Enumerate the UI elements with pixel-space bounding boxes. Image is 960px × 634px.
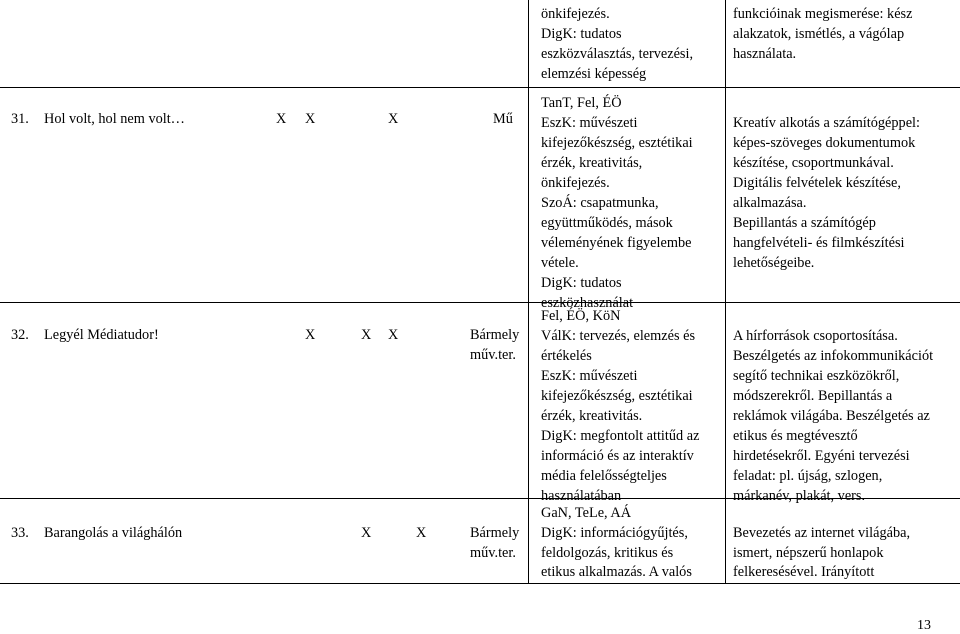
row-31-right-line-4: Digitális felvételek készítése, <box>733 175 901 191</box>
row-32-middle-line-1: Fel, ÉÖ, KöN <box>541 308 621 324</box>
row-31-mode: Mű <box>493 111 513 127</box>
row-31-middle-line-6: SzoÁ: csapatmunka, <box>541 195 659 211</box>
row-32-right-line-8: feladat: pl. újság, szlogen, <box>733 468 883 484</box>
row-32-mode-line-2: műv.ter. <box>470 347 516 363</box>
row-divider-32-top <box>0 302 960 303</box>
row-32-right-line-6: etikus és megtévesztő <box>733 428 858 444</box>
row-31-middle-line-8: véleményének figyelembe <box>541 235 692 251</box>
row-32-right-line-1: A hírforrások csoportosítása. <box>733 328 898 344</box>
row-32-mark-2: X <box>361 327 372 343</box>
row-33-middle-line-2: DigK: információgyűjtés, <box>541 525 688 541</box>
row-31-middle-line-3: kifejezőkészség, esztétikai <box>541 135 693 151</box>
row-32-middle-line-3: értékelés <box>541 348 592 364</box>
row-33-middle-line-1: GaN, TeLe, AÁ <box>541 505 632 521</box>
top-fragment-middle-line-2: DigK: tudatos <box>541 26 622 42</box>
row-32-mark-3: X <box>388 327 399 343</box>
row-32-middle-line-7: DigK: megfontolt attitűd az <box>541 428 700 444</box>
row-32-right-line-9: márkanév, plakát, vers. <box>733 488 866 504</box>
row-31-middle-line-4: érzék, kreativitás, <box>541 155 643 171</box>
row-31-mark-2: X <box>305 111 316 127</box>
row-32-middle-line-9: média felelősségteljes <box>541 468 667 484</box>
top-fragment-right-line-2: alakzatok, ismétlés, a vágólap <box>733 26 905 42</box>
row-31-mark-3: X <box>388 111 399 127</box>
row-33-middle-line-3: feldolgozás, kritikus és <box>541 545 674 561</box>
row-32-right-line-4: módszerekről. Bepillantás a <box>733 388 893 404</box>
top-fragment-middle-line-4: elemzési képesség <box>541 66 647 82</box>
row-31-right-line-2: képes-szöveges dokumentumok <box>733 135 916 151</box>
row-31-middle-line-10: DigK: tudatos <box>541 275 622 291</box>
row-32-title: Legyél Médiatudor! <box>44 327 159 343</box>
row-33-number: 33. <box>11 525 29 541</box>
row-31-right-line-8: lehetőségeibe. <box>733 255 815 271</box>
row-31-right-line-6: Bepillantás a számítógép <box>733 215 876 231</box>
row-32-middle-line-5: kifejezőkészség, esztétikai <box>541 388 693 404</box>
row-31-middle-line-5: önkifejezés. <box>541 175 610 191</box>
row-32-middle-line-4: EszK: művészeti <box>541 368 638 384</box>
row-32-right-line-7: hirdetésekről. Egyéni tervezési <box>733 448 910 464</box>
table-bottom-border <box>0 583 960 584</box>
row-32-mode: Bármely <box>470 327 520 343</box>
row-31-middle-line-9: vétele. <box>541 255 579 271</box>
column-divider-middle <box>528 0 529 584</box>
row-32-number: 32. <box>11 327 29 343</box>
row-32-middle-line-6: érzék, kreativitás. <box>541 408 643 424</box>
row-33-mark-2: X <box>361 525 372 541</box>
page-number: 13 <box>917 618 931 633</box>
row-33-title: Barangolás a világhálón <box>44 525 183 541</box>
row-31-right-line-1: Kreatív alkotás a számítógéppel: <box>733 115 920 131</box>
row-33-right-line-1: Bevezetés az internet világába, <box>733 525 911 541</box>
row-31-right-line-7: hangfelvételi- és filmkészítési <box>733 235 905 251</box>
top-fragment-middle-line-1: önkifejezés. <box>541 6 610 22</box>
row-31-number: 31. <box>11 111 29 127</box>
row-divider-31-top <box>0 87 960 88</box>
row-31-middle-line-2: EszK: művészeti <box>541 115 638 131</box>
row-31-title: Hol volt, hol nem volt… <box>44 111 185 127</box>
row-33-mode: Bármely <box>470 525 520 541</box>
row-32-middle-line-8: információ és az interaktív <box>541 448 694 464</box>
top-fragment-right-line-3: használata. <box>733 46 797 62</box>
row-31-mark-1: X <box>276 111 287 127</box>
column-divider-right <box>725 0 726 584</box>
row-31-right-line-3: készítése, csoportmunkával. <box>733 155 894 171</box>
row-32-right-line-3: segítő technikai eszközökről, <box>733 368 900 384</box>
row-33-mode-line-2: műv.ter. <box>470 545 516 561</box>
row-31-middle-line-7: együttműködés, mások <box>541 215 673 231</box>
row-33-right-line-3: felkeresésével. Irányított <box>733 564 875 580</box>
row-33-right-line-2: ismert, népszerű honlapok <box>733 545 884 561</box>
row-31-middle-line-11: eszközhasználat <box>541 295 634 311</box>
row-32-right-line-2: Beszélgetés az infokommunikációt <box>733 348 934 364</box>
row-33-mark-3: X <box>416 525 427 541</box>
top-fragment-middle-line-3: eszközválasztás, tervezési, <box>541 46 694 62</box>
top-fragment-right-line-1: funkcióinak megismerése: kész <box>733 6 913 22</box>
row-32-right-line-5: reklámok világába. Beszélgetés az <box>733 408 930 424</box>
row-31-right-line-5: alkalmazása. <box>733 195 807 211</box>
row-32-mark-1: X <box>305 327 316 343</box>
row-32-middle-line-2: VálK: tervezés, elemzés és <box>541 328 696 344</box>
row-32-middle-line-10: használatában <box>541 488 622 504</box>
row-31-middle-line-1: TanT, Fel, ÉÖ <box>541 95 622 111</box>
row-33-middle-line-4: etikus alkalmazás. A valós <box>541 564 692 580</box>
